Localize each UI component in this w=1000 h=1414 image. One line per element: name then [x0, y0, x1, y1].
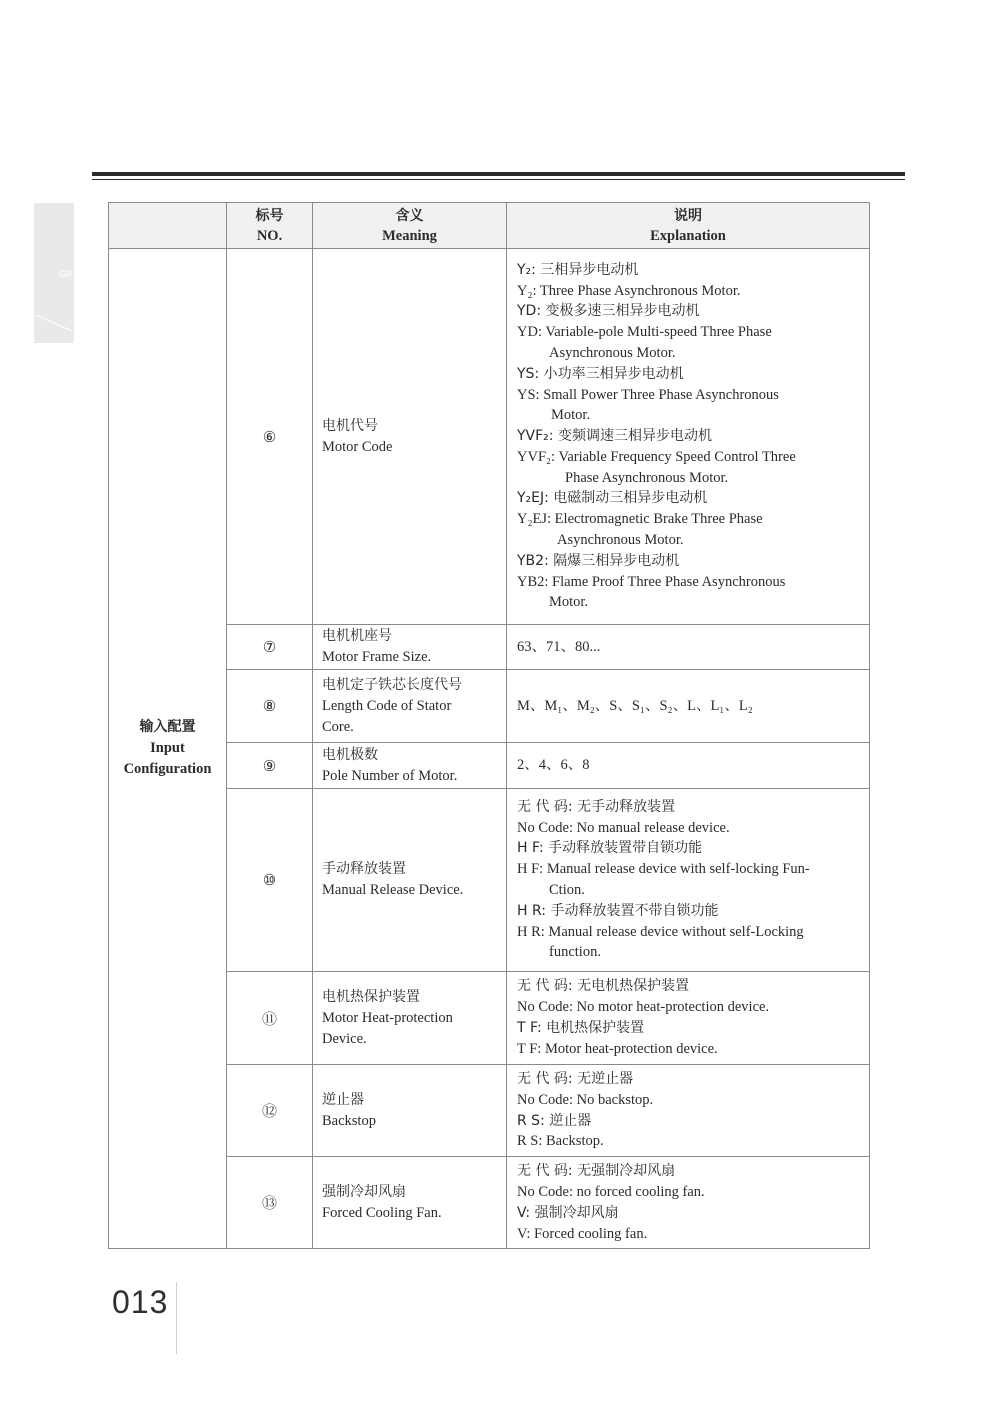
explanation-line: YB2: 隔爆三相异步电动机: [517, 552, 680, 569]
explanation-line: H F: Manual release device with self-locking Fun-: [517, 861, 810, 878]
explanation-line: R S: 逆止器: [517, 1112, 592, 1129]
explanation-line: 无 代 码: 无逆止器: [517, 1071, 634, 1087]
header-meaning: [313, 203, 507, 249]
meaning-zh: 手动释放装置: [322, 861, 406, 877]
side-tab-label: GR: [59, 269, 73, 279]
explanation-cell: [507, 972, 870, 1065]
header-no-en: NO.: [256, 227, 283, 244]
group-label-en1: Input: [150, 740, 185, 757]
explanation-line: YB2: Flame Proof Three Phase Asynchronous: [517, 573, 786, 590]
explanation-line: 2、4、6、8: [517, 757, 590, 774]
page-number: 013: [112, 1284, 169, 1320]
row-number: ⑪: [227, 972, 313, 1065]
explanation-line: Y₂EJ: Electromagnetic Brake Three Phase: [517, 511, 763, 528]
explanation-line: Y₂: 三相异步电动机: [517, 261, 639, 278]
explanation-line: No Code: No backstop.: [517, 1091, 654, 1108]
explanation-cell: [507, 1065, 870, 1157]
meaning-zh: 逆止器: [322, 1091, 364, 1108]
meaning-en: Device.: [322, 1030, 367, 1047]
meaning-en: Motor Code: [322, 438, 393, 455]
explanation-line: V: Forced cooling fan.: [517, 1225, 648, 1242]
explanation-line: No Code: No manual release device.: [517, 819, 730, 836]
row-number: ⑬: [227, 1157, 313, 1249]
meaning-cell: [313, 789, 507, 972]
meaning-en: Pole Number of Motor.: [322, 767, 458, 784]
row-number: ⑧: [227, 670, 313, 743]
meaning-en: Motor Frame Size.: [322, 649, 432, 665]
meaning-cell: [313, 1065, 507, 1157]
explanation-cell: [507, 249, 870, 625]
side-tab-slash-icon: [34, 203, 74, 343]
explanation-line: R S: Backstop.: [517, 1133, 604, 1150]
meaning-zh: 电机代号: [322, 417, 378, 434]
explanation-line: H R: 手动释放装置不带自锁功能: [517, 902, 719, 919]
explanation-line: Motor.: [551, 407, 591, 424]
meaning-en: Forced Cooling Fan.: [322, 1204, 442, 1221]
meaning-cell: [313, 1157, 507, 1249]
top-rule: [92, 172, 905, 176]
explanation-line: YVF₂: Variable Frequency Speed Control Three: [517, 448, 796, 465]
header-meaning-en: Meaning: [382, 227, 437, 244]
header-explanation-en: Explanation: [650, 227, 726, 244]
explanation-line: YVF₂: 变频调速三相异步电动机: [517, 428, 712, 445]
top-rule-thin: [92, 179, 905, 180]
meaning-cell: [313, 249, 507, 625]
explanation-line: function.: [549, 944, 601, 961]
meaning-cell: [313, 670, 507, 743]
explanation-line: H R: Manual release device without self-Locking: [517, 923, 804, 940]
spec-table: [108, 202, 870, 1249]
explanation-line: T F: 电机热保护装置: [517, 1020, 645, 1036]
explanation-line: No Code: No motor heat-protection device.: [517, 999, 770, 1016]
meaning-zh: 强制冷却风扇: [322, 1183, 406, 1200]
meaning-en: Core.: [322, 718, 354, 735]
meaning-zh: 电机极数: [322, 746, 378, 763]
header-blank: [109, 203, 227, 249]
group-label: [109, 249, 227, 1249]
header-no-zh: 标号: [255, 207, 284, 224]
row-number: ⑥: [227, 249, 313, 625]
explanation-line: H F: 手动释放装置带自锁功能: [517, 840, 703, 857]
explanation-cell: [507, 789, 870, 972]
explanation-cell: [507, 670, 870, 743]
meaning-en: Backstop: [322, 1112, 376, 1129]
header-no: [227, 203, 313, 249]
explanation-line: Ction.: [549, 882, 585, 898]
explanation-line: T F: Motor heat-protection device.: [517, 1040, 718, 1057]
meaning-zh: 电机定子铁芯长度代号: [322, 676, 462, 693]
explanation-cell: [507, 625, 870, 670]
row-number: ⑨: [227, 743, 313, 789]
meaning-en: Manual Release Device.: [322, 882, 464, 898]
explanation-line: Asynchronous Motor.: [557, 532, 684, 549]
group-label-en2: Configuration: [123, 761, 212, 778]
row-number: ⑦: [227, 625, 313, 670]
meaning-en: Length Code of Stator: [322, 697, 452, 714]
explanation-line: No Code: no forced cooling fan.: [517, 1183, 705, 1200]
explanation-line: 无 代 码: 无手动释放装置: [517, 798, 676, 815]
explanation-line: YS: Small Power Three Phase Asynchronous: [517, 386, 779, 403]
header-explanation-zh: 说明: [674, 207, 702, 224]
row-number: ⑫: [227, 1065, 313, 1157]
explanation-line: Y₂EJ: 电磁制动三相异步电动机: [517, 490, 708, 507]
meaning-cell: [313, 625, 507, 670]
explanation-line: Phase Asynchronous Motor.: [565, 469, 729, 486]
side-tab: [34, 203, 74, 343]
explanation-line: YS: 小功率三相异步电动机: [517, 365, 684, 382]
explanation-line: 无 代 码: 无强制冷却风扇: [517, 1163, 676, 1180]
explanation-line: 63、71、80...: [517, 638, 601, 655]
group-label-zh: 输入配置: [139, 719, 196, 736]
meaning-zh: 电机热保护装置: [322, 988, 420, 1005]
explanation-line: Y₂: Three Phase Asynchronous Motor.: [517, 282, 741, 299]
explanation-cell: [507, 743, 870, 789]
row-number: ⑩: [227, 789, 313, 972]
meaning-zh: 电机机座号: [322, 628, 392, 644]
table-header-row: [109, 203, 870, 249]
table-row: [109, 249, 870, 625]
explanation-line: V: 强制冷却风扇: [517, 1204, 619, 1221]
meaning-cell: [313, 972, 507, 1065]
header-meaning-zh: 含义: [395, 207, 424, 224]
explanation-line: YD: 变极多速三相异步电动机: [517, 303, 700, 320]
explanation-line: 无 代 码: 无电机热保护装置: [517, 978, 690, 995]
header-explanation: [507, 203, 870, 249]
page-number-divider: [176, 1282, 177, 1354]
explanation-line: M、M₁、M₂、S、S₁、S₂、L、L₁、L₂: [517, 697, 753, 714]
meaning-en: Motor Heat-protection: [322, 1009, 453, 1026]
explanation-cell: [507, 1157, 870, 1249]
explanation-line: YD: Variable-pole Multi-speed Three Phase: [517, 324, 772, 341]
explanation-line: Asynchronous Motor.: [549, 344, 676, 361]
explanation-line: Motor.: [549, 594, 589, 611]
meaning-cell: [313, 743, 507, 789]
